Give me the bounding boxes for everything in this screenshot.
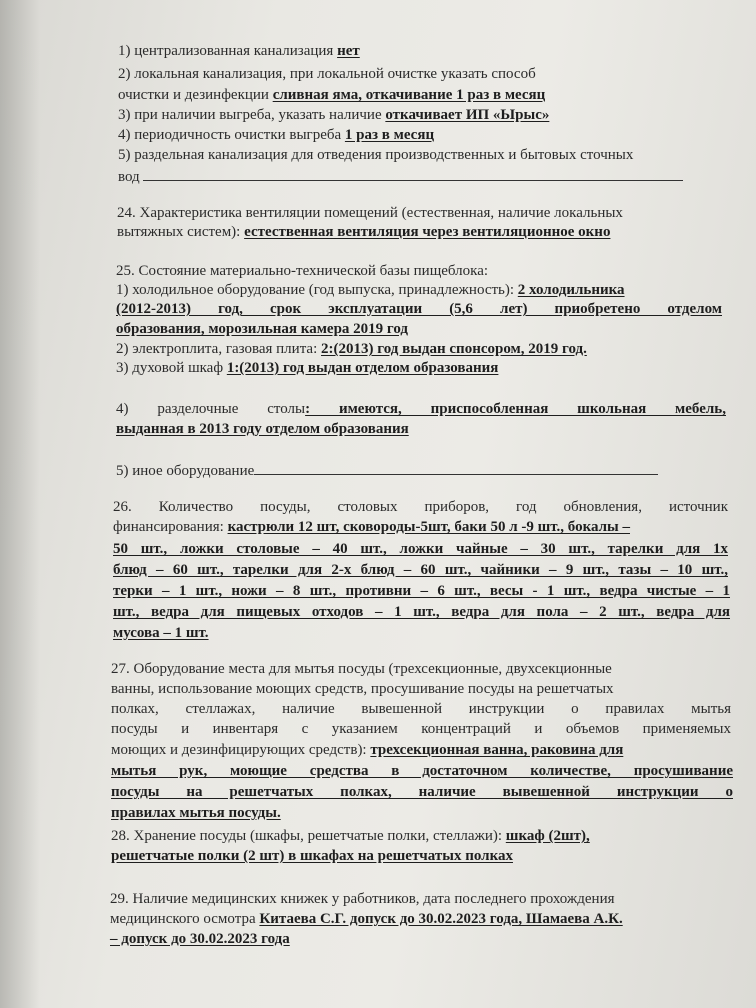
line-cesspool xyxy=(118,106,549,124)
text: 27. Оборудование места для мытья посуды (трехсекционные, двухсекционные xyxy=(111,661,612,677)
s27-line-8 xyxy=(111,804,281,822)
text: вод xyxy=(118,169,140,185)
s25-oven xyxy=(116,359,498,377)
answer: терки – 1 шт., ножи – 8 шт., противни – 6 шт., весы - 1 шт., ведра чистые – 1 xyxy=(113,583,730,599)
s24-line-1 xyxy=(117,204,623,222)
s27-line-4 xyxy=(111,720,731,738)
answer: решетчатые полки (2 шт) в шкафах на решетчатых полках xyxy=(111,848,513,864)
answer: – допуск до 30.02.2023 года xyxy=(110,931,290,947)
text: вытяжных систем): xyxy=(117,224,245,240)
text: 28. Хранение посуды (шкафы, решетчатые полки, стеллажи): xyxy=(111,828,506,844)
answer: мытья рук, моющие средства в достаточном количестве, просушивание xyxy=(111,763,733,779)
answer: шкаф (2шт), xyxy=(505,828,590,844)
answer: правилах мытья посуды. xyxy=(111,805,281,821)
s25-fridge xyxy=(116,281,625,299)
text: 4) периодичность очистки выгреба xyxy=(118,127,345,143)
text: 5) иное оборудование xyxy=(116,463,255,479)
text: 25. Состояние материально-технической базы пищеблока: xyxy=(116,263,489,279)
s28-line-1 xyxy=(111,827,590,845)
text: 1) централизованная канализация xyxy=(118,43,338,59)
s27-line-7 xyxy=(111,783,733,801)
answer: шт., ведра для пищевых отходов – 1 шт., ведра для пола – 2 шт., ведра для xyxy=(113,604,730,620)
text: посуды и инвентаря с указанием концентраций и объемов применяемых xyxy=(111,721,731,737)
answer: : имеются, приспособленная школьная мебель, xyxy=(305,401,726,417)
blank-line xyxy=(143,166,683,181)
s25-fridge-cont-2 xyxy=(116,320,408,338)
page-edge-shadow xyxy=(0,0,40,1008)
line-central-sewer xyxy=(118,42,360,60)
text: 24. Характеристика вентиляции помещений (естественная, наличие локальных xyxy=(117,205,623,221)
text: 4) разделочные столы xyxy=(116,401,306,417)
s28-line-2 xyxy=(111,847,513,865)
s25-other xyxy=(116,460,658,480)
text: финансирования: xyxy=(113,519,228,535)
answer: 1 раз в месяц xyxy=(344,127,435,143)
s26-line-7 xyxy=(113,624,209,642)
s25-tables xyxy=(116,400,726,418)
answer: кастрюли 12 шт, сковороды-5шт, баки 50 л -9 шт., бокалы – xyxy=(227,519,630,535)
s25-stove xyxy=(116,340,587,358)
line-separate-sewer xyxy=(118,146,633,164)
s29-line-2 xyxy=(110,910,623,928)
answer: Китаева С.Г. допуск до 30.02.2023 года, Шамаева А.К. xyxy=(259,911,623,927)
line-local-sewer xyxy=(118,65,536,83)
answer: мусова – 1 шт. xyxy=(113,625,209,641)
text: 3) при наличии выгреба, указать наличие xyxy=(118,107,386,123)
text: 26. Количество посуды, столовых приборов, год обновления, источник xyxy=(113,499,728,515)
s27-line-3 xyxy=(111,700,731,718)
answer: (2012-2013) год, срок эксплуатации (5,6 лет) приобретено отделом xyxy=(116,301,722,317)
s26-line-4 xyxy=(113,561,728,579)
answer: сливная яма, откачивание 1 раз в месяц xyxy=(272,87,546,103)
text: медицинского осмотра xyxy=(110,911,260,927)
s27-line-1 xyxy=(111,660,612,678)
line-waters xyxy=(118,166,683,186)
s27-line-5 xyxy=(111,741,733,759)
text: 1) холодильное оборудование (год выпуска, принадлежность): xyxy=(116,282,518,298)
text: моющих и дезинфицирующих средств): xyxy=(111,742,367,758)
answer: откачивает ИП «Ырыс» xyxy=(385,107,550,123)
answer: посуды на решетчатых полках, наличие вывешенной инструкции о xyxy=(111,784,733,800)
answer: естественная вентиляция через вентиляционное окно xyxy=(244,224,611,240)
line-cleaning-frequency xyxy=(118,126,434,144)
text: 5) раздельная канализация для отведения производственных и бытовых сточных xyxy=(118,147,634,163)
s29-line-1 xyxy=(110,890,615,908)
answer: блюд – 60 шт., тарелки для 2-х блюд – 60 шт., чайники – 9 шт., тазы – 10 шт., xyxy=(113,562,728,578)
text: ванны, использование моющих средств, просушивание посуды на решетчатых xyxy=(111,681,614,697)
text: очистки и дезинфекции xyxy=(118,87,273,103)
answer: выданная в 2013 году отделом образования xyxy=(116,421,409,437)
answer: 2:(2013) год выдан спонсором, 2019 год. xyxy=(321,341,587,357)
s27-line-2 xyxy=(111,680,614,698)
s25-tables-cont xyxy=(116,420,409,438)
s26-line-3 xyxy=(113,540,728,558)
answer: трехсекционная ванна, раковина для xyxy=(370,742,624,758)
s29-line-3 xyxy=(110,930,290,948)
text: 29. Наличие медицинских книжек у работников, дата последнего прохождения xyxy=(110,891,615,907)
s24-line-2 xyxy=(117,223,610,241)
s26-line-2 xyxy=(113,518,630,536)
blank-line xyxy=(254,460,658,475)
text: 2) локальная канализация, при локальной очистке указать способ xyxy=(118,66,536,82)
answer: нет xyxy=(337,43,360,59)
s27-line-6 xyxy=(111,762,733,780)
s26-line-1 xyxy=(113,498,728,516)
line-disinfection xyxy=(118,86,545,104)
answer: 1:(2013) год выдан отделом образования xyxy=(226,360,499,376)
s26-line-5 xyxy=(113,582,730,600)
text: 3) духовой шкаф xyxy=(116,360,227,376)
answer: 50 шт., ложки столовые – 40 шт., ложки чайные – 30 шт., тарелки для 1х xyxy=(113,541,728,557)
answer: 2 холодильника xyxy=(517,282,625,298)
text: 2) электроплита, газовая плита: xyxy=(116,341,322,357)
answer: образования, морозильная камера 2019 год xyxy=(116,321,409,337)
s26-line-6 xyxy=(113,603,730,621)
s25-fridge-cont-1 xyxy=(116,300,722,318)
text: полках, стеллажах, наличие вывешенной инструкции о правилах мытья xyxy=(111,701,731,717)
s25-title xyxy=(116,262,488,280)
